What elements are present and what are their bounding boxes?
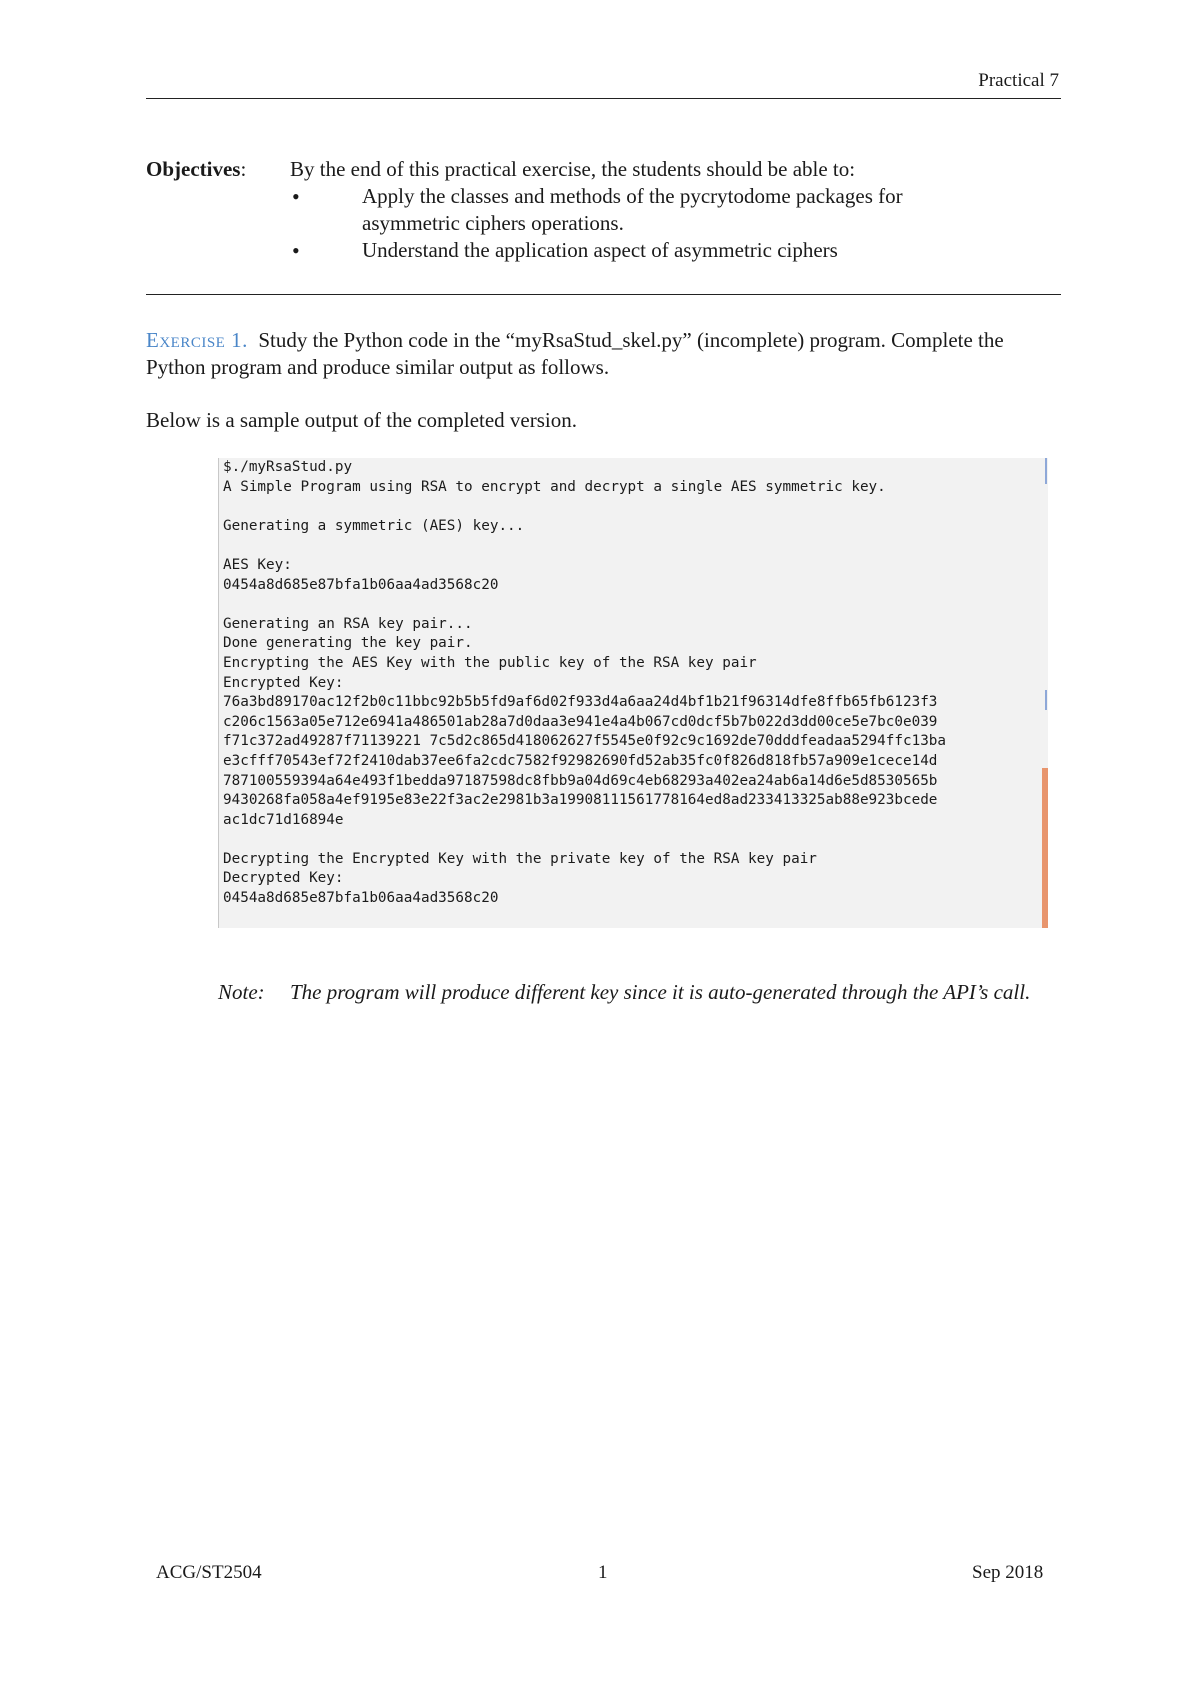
terminal-line: A Simple Program using RSA to encrypt and decrypt a single AES symmetric key. [223,478,886,495]
terminal-line: $./myRsaStud.py [223,459,353,475]
terminal-line: 787100559394a64e493f1bedda97187598dc8fbb9a04d69c4eb68293a402ea24ab6a14d6e5d8530565b [223,772,938,789]
terminal-edge-mark [1045,458,1047,484]
objective-item: • Understand the application aspect of asymmetric ciphers [292,238,838,263]
terminal-line: Generating an RSA key pair... [223,615,473,632]
objectives-label: Objectives: [146,157,247,181]
exercise-paragraph [146,327,1061,381]
terminal-line [223,536,1048,556]
terminal-line: 9430268fa058a4ef9195e83e22f3ac2e2981b3a19908111561778164ed8ad233413325ab88e923bcede [223,792,938,809]
terminal-line: AES Key: [223,556,292,573]
bullet-icon: • [292,238,300,263]
objectives-intro: By the end of this practical exercise, the students should be able to: [290,157,856,181]
terminal-line: 76a3bd89170ac12f2b0c11bbc92b5b5fd9af6d02f933d4a6aa24d4bf1b21f96314dfe8ffb65fb6123f3 [223,694,938,711]
footer-page-number: 1 [598,1562,608,1583]
sample-intro: Below is a sample output of the completed version. [146,408,577,432]
terminal-line: Done generating the key pair. [223,635,473,652]
objectives-list [290,183,990,264]
terminal-edge-mark [1045,690,1047,710]
terminal-line [223,830,1048,850]
objective-item: • Apply the classes and methods of the pycrytodome packages for asymmetric ciphers operations. [292,184,903,235]
footer-date: Sep 2018 [972,1562,1044,1583]
terminal-line: Decrypting the Encrypted Key with the private key of the RSA key pair [223,850,817,867]
terminal-line [223,595,1048,615]
exercise-label: Exercise 1. [146,328,248,352]
terminal-line: f71c372ad49287f71139221 7c5d2c865d418062627f5545e0f92c9c1692de70dddfeadaa5294ffc13ba [223,733,947,750]
terminal-line: Decrypted Key: [223,870,344,887]
terminal-line: 0454a8d685e87bfa1b06aa4ad3568c20 [223,576,499,593]
section-divider [146,294,1061,295]
note-text: The program will produce different key since it is auto-generated through the API’s call. [290,980,1031,1004]
header-title: Practical 7 [978,70,1059,91]
terminal-line [223,497,1048,517]
terminal-scrollbar [1042,768,1048,928]
footer-course-code: ACG/ST2504 [156,1562,262,1583]
terminal-line: Encrypted Key: [223,674,344,691]
terminal-line: Generating a symmetric (AES) key... [223,517,525,534]
terminal-line: c206c1563a05e712e6941a486501ab28a7d0daa3e941e4a4b067cd0dcf5b7b022d3dd00ce5e7bc0e039 [223,713,938,730]
terminal-line: e3cfff70543ef72f2410dab37ee6fa2cdc7582f92982690fd52ab35fc0f826d818fb57a909e1cece14d [223,752,938,769]
page-header [146,70,1061,99]
terminal-output [218,458,1048,928]
terminal-line: Encrypting the AES Key with the public key of the RSA key pair [223,654,757,671]
exercise-text: Study the Python code in the “myRsaStud_skel.py” (incomplete) program. Complete the Python program and produce similar output as follows. [146,328,1004,379]
note-label: Note: [218,980,265,1004]
terminal-line: 0454a8d685e87bfa1b06aa4ad3568c20 [223,890,499,907]
terminal-line: ac1dc71d16894e [223,811,344,828]
bullet-icon: • [292,184,300,209]
